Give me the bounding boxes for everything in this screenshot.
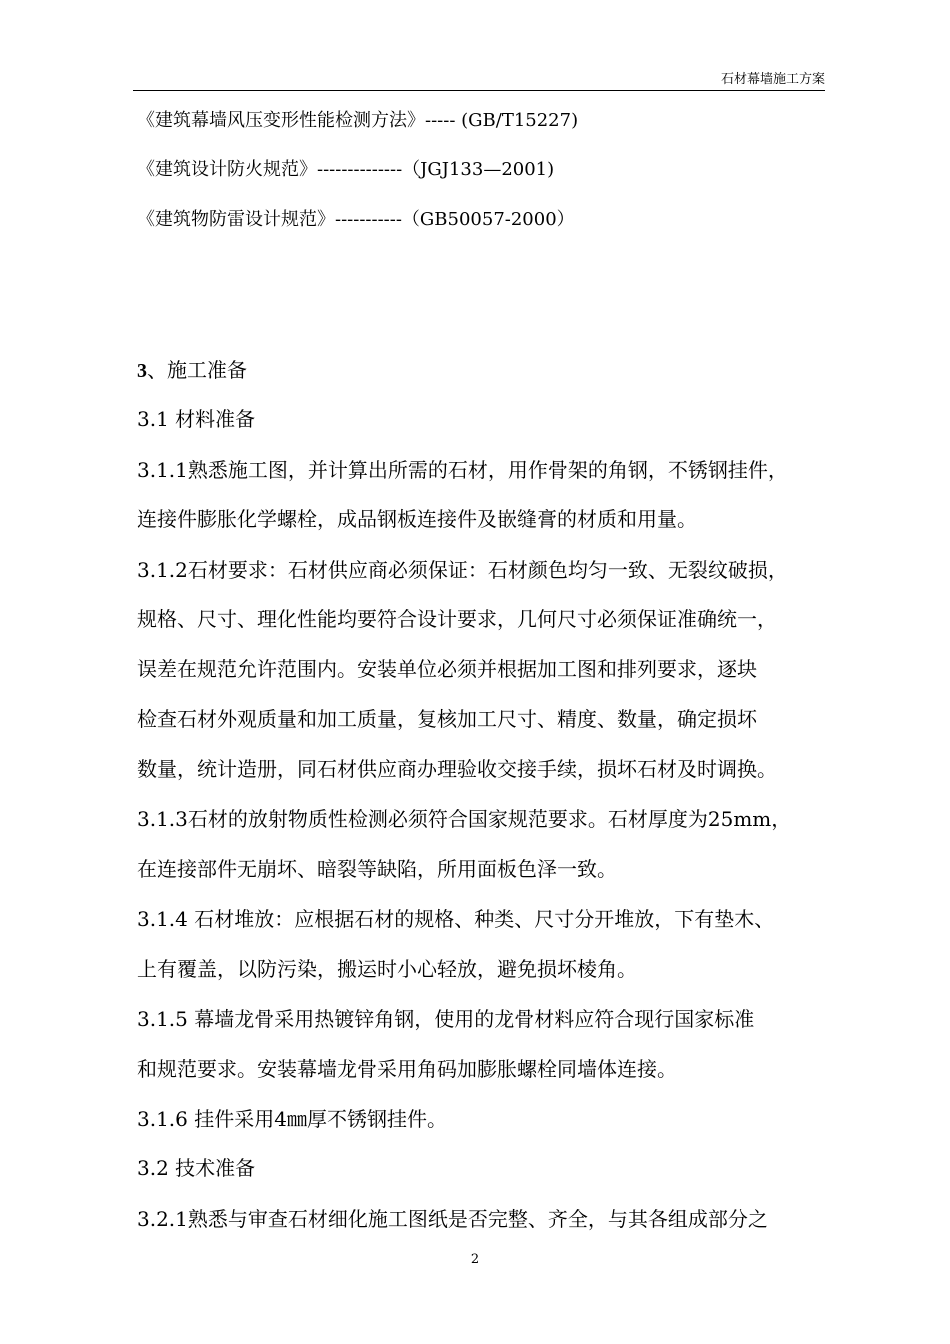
paragraph-line: 3.1.1熟悉施工图，并计算出所需的石材，用作骨架的角钢，不锈钢挂件，	[137, 458, 788, 482]
paragraph-line: 规格、尺寸、理化性能均要符合设计要求，几何尺寸必须保证准确统一，	[137, 607, 777, 631]
paragraph-line: 在连接部件无崩坏、暗裂等缺陷，所用面板色泽一致。	[137, 857, 617, 881]
paragraph-line: 和规范要求。安装幕墙龙骨采用角码加膨胀螺栓同墙体连接。	[137, 1057, 677, 1081]
paragraph-line: 3.1.3石材的放射物质性检测必须符合国家规范要求。石材厚度为25mm，	[137, 807, 792, 831]
paragraph-line: 3.1.2石材要求：石材供应商必须保证：石材颜色均匀一致、无裂纹破损，	[137, 558, 788, 582]
section-title: 、施工准备	[147, 358, 247, 382]
paragraph-line: 连接件膨胀化学螺栓，成品钢板连接件及嵌缝膏的材质和用量。	[137, 507, 697, 531]
page-number: 2	[470, 1252, 480, 1267]
reference-item: 《建筑设计防火规范》--------------（JGJ133—2001)	[137, 159, 555, 180]
paragraph-line: 3.2.1熟悉与审查石材细化施工图纸是否完整、齐全，与其各组成部分之	[137, 1207, 768, 1231]
paragraph-line: 检查石材外观质量和加工质量，复核加工尺寸、精度、数量，确定损坏	[137, 707, 757, 731]
reference-item: 《建筑幕墙风压变形性能检测方法》----- (GB/T15227)	[137, 110, 579, 131]
paragraph-line: 3.1.6 挂件采用4㎜厚不锈钢挂件。	[137, 1107, 447, 1131]
reference-item: 《建筑物防雷设计规范》-----------（GB50057-2000）	[137, 209, 575, 230]
subsection-heading: 3.2 技术准备	[137, 1156, 256, 1180]
paragraph-line: 上有覆盖，以防污染，搬运时小心轻放，避免损坏棱角。	[137, 957, 637, 981]
section-number: 3	[137, 360, 147, 382]
paragraph-line: 3.1.4 石材堆放：应根据石材的规格、种类、尺寸分开堆放，下有垫木、	[137, 907, 775, 931]
subsection-heading: 3.1 材料准备	[137, 407, 256, 431]
paragraph-line: 3.1.5 幕墙龙骨采用热镀锌角钢，使用的龙骨材料应符合现行国家标准	[137, 1007, 755, 1031]
section-heading	[137, 357, 247, 384]
header-title: 石材幕墙施工方案	[720, 72, 825, 87]
header-divider	[133, 90, 825, 91]
paragraph-line: 数量，统计造册，同石材供应商办理验收交接手续，损坏石材及时调换。	[137, 757, 777, 781]
paragraph-line: 误差在规范允许范围内。安装单位必须并根据加工图和排列要求，逐块	[137, 657, 757, 681]
